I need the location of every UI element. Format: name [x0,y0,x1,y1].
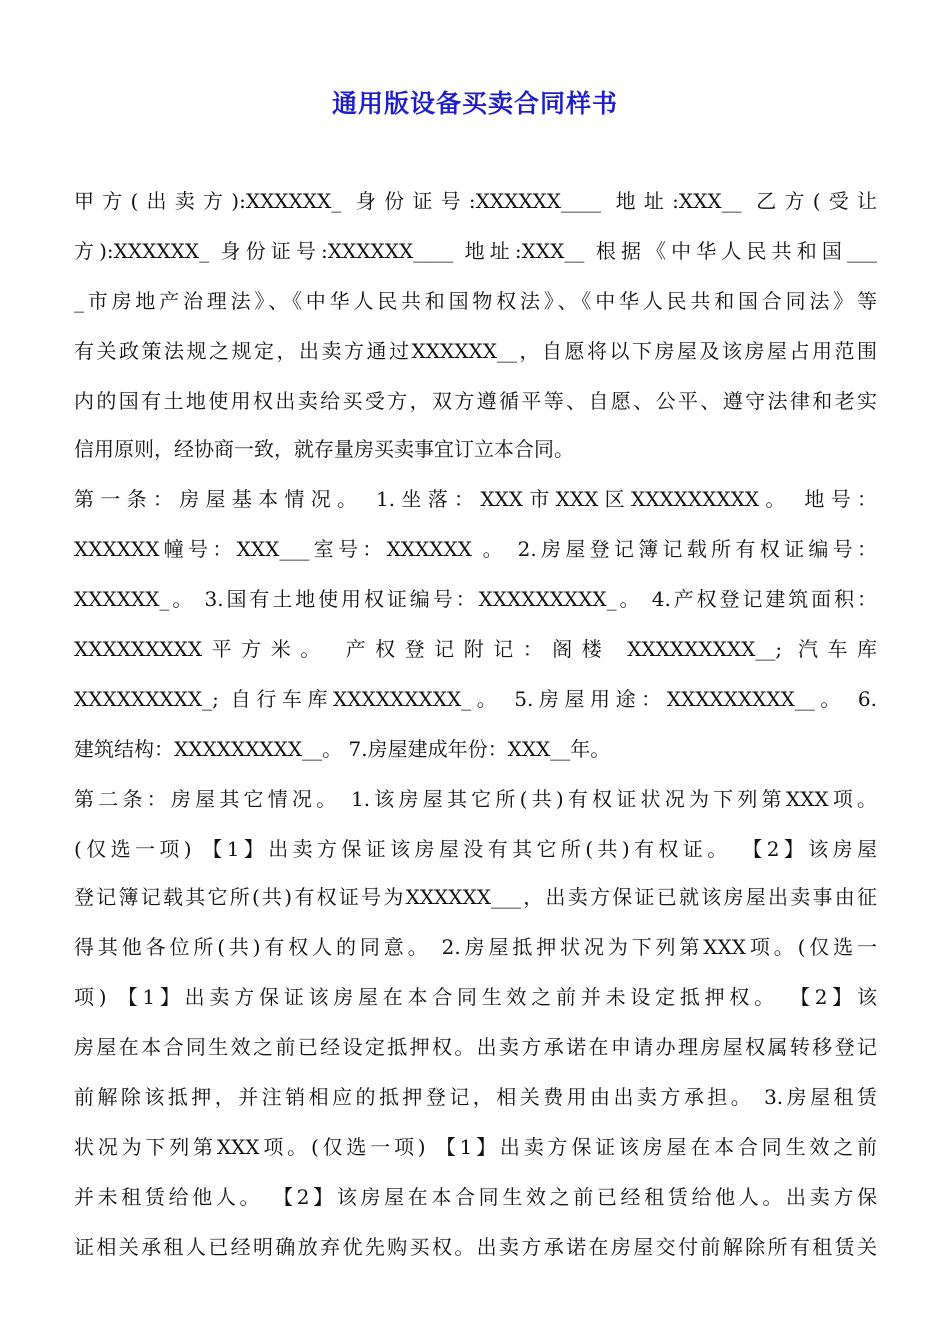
body-line: XXXXXX幢号：XXX___室号：XXXXXX 。 2.房屋登记簿记载所有权证编号： [74,537,877,561]
body-line: 项) 【1】出卖方保证该房屋在本合同生效之前并未设定抵押权。 【2】该 [74,985,877,1009]
body-line: 内的国有土地使用权出卖给买受方，双方遵循平等、自愿、公平、遵守法律和老实 [74,389,877,413]
body-line: 方):XXXXXX_ 身份证号:XXXXXX____ 地址:XXX__ 根据《中华人民共和国___ [74,239,877,263]
document-title: 通用版设备买卖合同样书 [331,89,618,118]
body-line: 第二条：房屋其它情况。 1.该房屋其它所(共)有权证状况为下列第XXX项。 [74,787,877,811]
body-line: 第一条：房屋基本情况。 1.坐落：XXX市XXX区XXXXXXXXX。 地号： [74,487,877,511]
body-line: 房屋在本合同生效之前已经设定抵押权。出卖方承诺在申请办理房屋权属转移登记 [74,1035,877,1059]
body-line: XXXXXX_。 3.国有土地使用权证编号：XXXXXXXXX_。 4.产权登记建筑面积： [74,587,877,611]
body-line: 建筑结构：XXXXXXXXX__。 7.房屋建成年份：XXX__年。 [74,737,611,761]
body-line: 甲方(出卖方):XXXXXX_ 身份证号:XXXXXX____ 地址:XXX__ 乙方(受让 [74,189,877,213]
body-line: 得其他各位所(共)有权人的同意。 2.房屋抵押状况为下列第XXX项。(仅选一 [74,935,877,959]
body-line: XXXXXXXXX_; 自行车库XXXXXXXXX_。 5.房屋用途：XXXXXXXXX__。 6. [74,687,877,711]
body-line: 信用原则，经协商一致，就存量房买卖事宜订立本合同。 [74,437,574,461]
body-line: _市房地产治理法》、《中华人民共和国物权法》、《中华人民共和国合同法》等 [74,289,877,313]
body-line: XXXXXXXXX平方米。 产权登记附记：阁楼 XXXXXXXXX__; 汽车库 [74,637,877,661]
body-line: 登记簿记载其它所(共)有权证号为XXXXXX___，出卖方保证已就该房屋出卖事由征 [74,885,877,909]
body-line: 有关政策法规之规定，出卖方通过XXXXXX__，自愿将以下房屋及该房屋占用范围 [74,339,877,363]
body-line: 状况为下列第XXX项。(仅选一项) 【1】出卖方保证该房屋在本合同生效之前 [74,1135,877,1159]
body-line: 证相关承租人已经明确放弃优先购买权。出卖方承诺在房屋交付前解除所有租赁关 [74,1235,877,1259]
body-line: 前解除该抵押，并注销相应的抵押登记，相关费用由出卖方承担。 3.房屋租赁 [74,1085,877,1109]
body-line: (仅选一项) 【1】出卖方保证该房屋没有其它所(共)有权证。 【2】该房屋 [74,837,877,861]
body-line: 并未租赁给他人。 【2】该房屋在本合同生效之前已经租赁给他人。出卖方保 [74,1185,877,1209]
